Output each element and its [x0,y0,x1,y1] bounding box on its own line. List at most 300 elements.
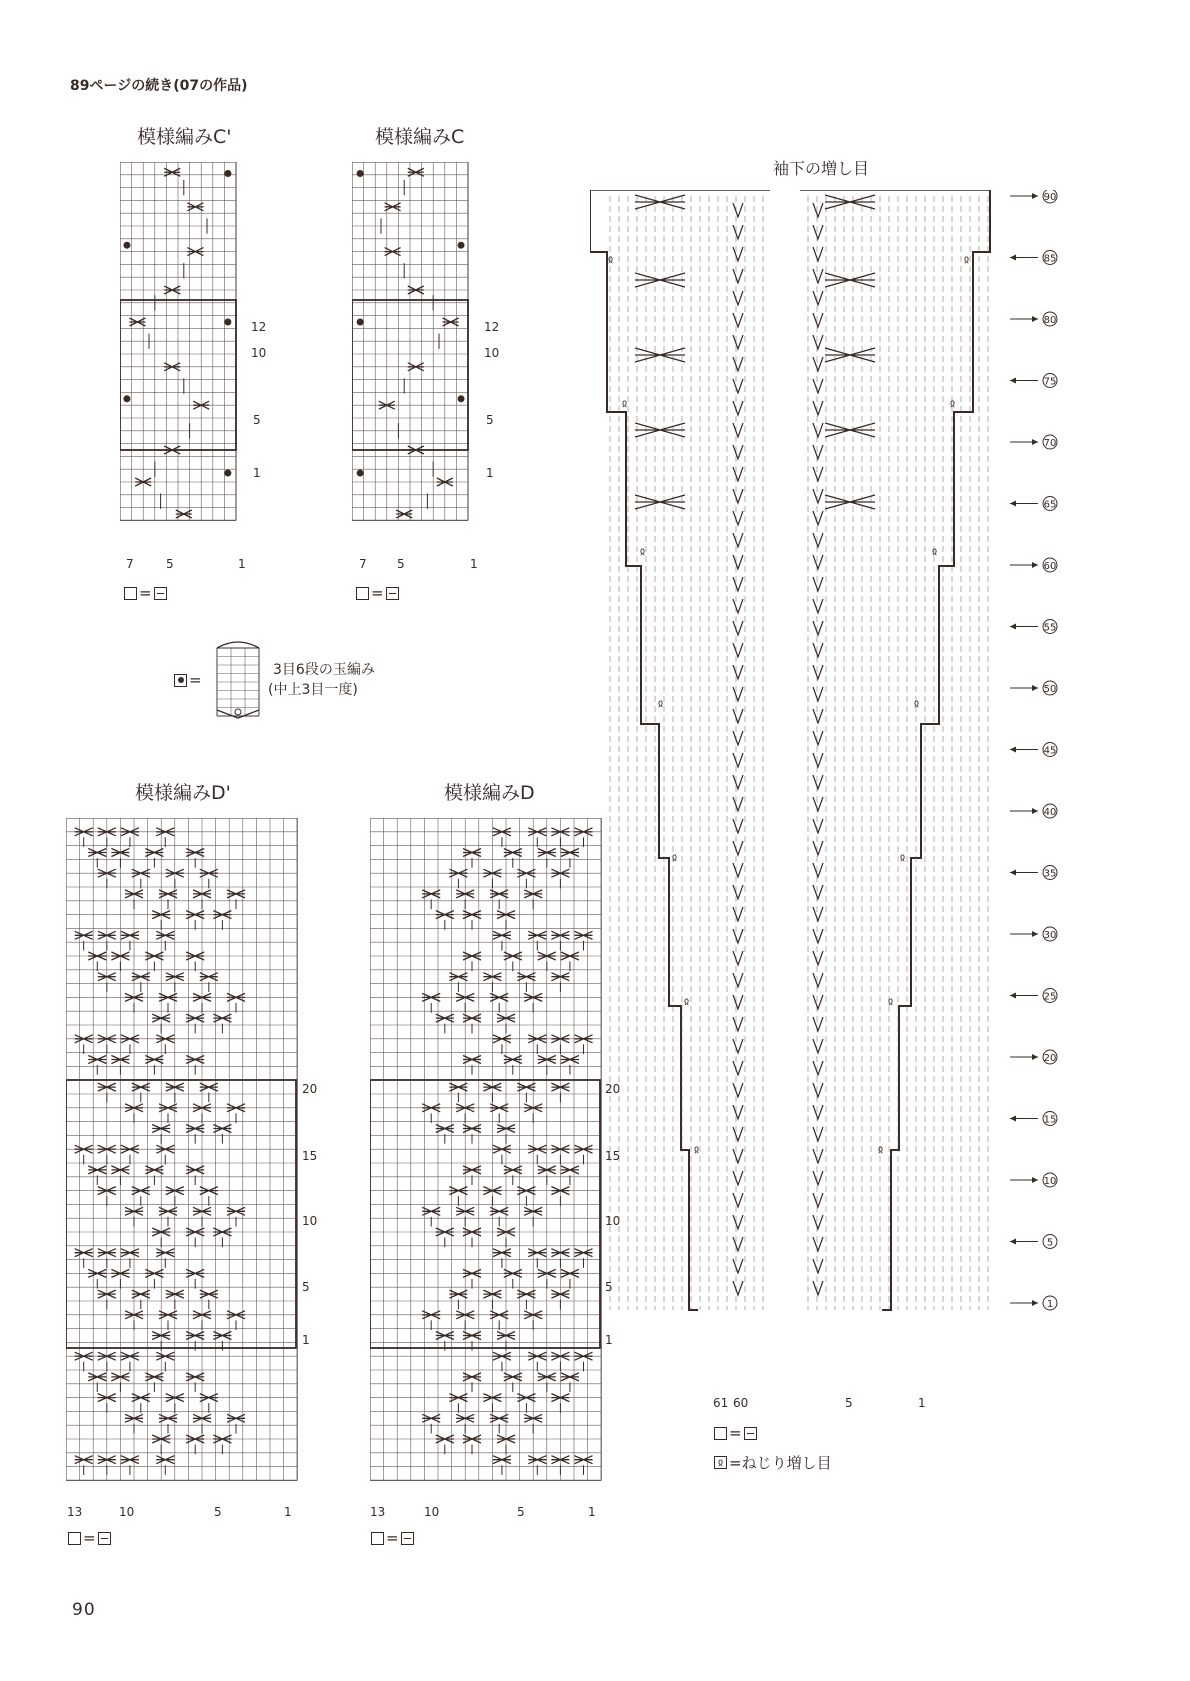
cable-cross-icon [164,363,180,371]
knit-v-icon [733,1017,743,1031]
knit-v-icon [733,1083,743,1097]
arrow-head-icon [1010,1116,1016,1122]
sleeve-row-marker: 70 [1043,438,1057,449]
knit-v-icon [813,1105,823,1119]
cable-cross-icon [145,1166,163,1174]
knit-v-icon [733,423,743,437]
cable-cross-icon [213,1125,231,1133]
chart-d-prime-row-5: 5 [302,1280,310,1294]
cable-cross-icon [490,1414,508,1422]
cable-cross-icon [176,510,192,518]
knit-v-icon [733,511,743,525]
knit-v-icon [813,819,823,833]
knit-v-icon [813,643,823,657]
cable-cross-icon [156,931,174,939]
bobble-square-icon [174,674,187,687]
sleeve-row-marker: 5 [1046,1237,1054,1249]
arrow-head-icon [1032,562,1038,568]
cable-cross-icon [561,1373,579,1381]
cable-cross-icon [490,890,508,898]
bobble-legend-line1: 3目6段の玉編み [273,662,375,678]
cable-cross-icon [504,1373,522,1381]
cable-cross-icon [121,828,139,836]
sleeve-title: 袖下の増し目 [773,159,870,178]
cable-cross-icon [213,1332,231,1340]
cable-cross-icon [517,869,535,877]
chart-c-prime-legend [124,584,167,602]
chart-c-col-5: 5 [397,557,405,571]
pattern-repeat-frame [370,1080,600,1348]
chart-d-col-10: 10 [424,1505,440,1519]
cable-cross-icon [164,446,180,454]
cable-cross-icon [436,1435,454,1443]
sleeve-row-marker: 60 [1043,561,1057,572]
cable-cross-icon [449,1187,467,1195]
cable-cross-icon [635,423,685,437]
knit-v-icon [733,1061,743,1075]
cable-cross-icon [132,1083,150,1091]
cable-cross-icon [186,911,204,919]
cable-cross-icon [75,1249,93,1257]
chart-d-col-13: 13 [370,1505,386,1519]
knit-v-icon [813,665,823,679]
twisted-increase-icon: ჲ [672,852,678,863]
cable-cross-icon [825,195,875,209]
knit-v-icon [733,1171,743,1185]
cable-cross-icon [517,1187,535,1195]
cable-cross-icon [463,952,481,960]
knit-v-icon [813,1127,823,1141]
cable-cross-icon [422,890,440,898]
chart-c-prime-col-1: 1 [238,557,246,571]
cable-cross-icon [463,1014,481,1022]
chart-c-prime-title: 模様編みC' [137,126,232,148]
cable-cross-icon [156,1249,174,1257]
knit-v-icon [733,885,743,899]
knit-v-icon [733,797,743,811]
cable-cross-icon [490,1207,508,1215]
cable-cross-icon [408,286,424,294]
cable-cross-icon [88,849,106,857]
knit-v-icon [813,313,823,327]
cable-cross-icon [186,1166,204,1174]
cable-cross-icon [561,1056,579,1064]
bobble-dot-icon [224,470,231,477]
knit-v-icon [813,1171,823,1185]
blank-square-icon [714,1427,727,1440]
knit-v-icon [733,1237,743,1251]
cable-cross-icon [159,890,177,898]
chart-d-col-5: 5 [517,1505,525,1519]
cable-cross-icon [159,1207,177,1215]
cable-cross-icon [75,1035,93,1043]
sleeve-col-60: 60 [733,1396,749,1410]
cable-cross-icon [213,1435,231,1443]
arrow-head-icon [1010,747,1016,753]
cable-cross-icon [517,1394,535,1402]
knit-v-icon [733,335,743,349]
knit-v-icon [813,621,823,635]
knit-v-icon [733,1281,743,1295]
cable-cross-icon [561,1166,579,1174]
stitch-grid [120,162,236,520]
cable-cross-icon [449,1394,467,1402]
sleeve-col-61: 61 [713,1396,729,1410]
knit-v-icon [733,599,743,613]
cable-cross-icon [436,1332,454,1340]
chart-c-row-10: 10 [484,346,500,360]
knit-v-icon [733,291,743,305]
purl-square-icon [401,1532,414,1545]
chart-d-title: 模様編みD [444,782,535,804]
twisted-increase-icon: ჲ [888,996,894,1007]
cable-cross-icon [132,1187,150,1195]
cable-cross-icon [75,931,93,939]
knit-v-icon [733,753,743,767]
knit-v-icon [813,1083,823,1097]
cable-cross-icon [156,828,174,836]
cable-cross-icon [200,1083,218,1091]
cable-cross-icon [75,828,93,836]
cable-cross-icon [121,931,139,939]
knit-v-icon [813,929,823,943]
chart-d-prime-legend [68,1529,111,1547]
cable-cross-icon [156,1145,174,1153]
knit-v-icon [733,665,743,679]
sleeve-row-marker: 35 [1043,868,1057,880]
knit-v-icon [813,995,823,1009]
chart-c-prime-grid [120,162,270,572]
knit-v-icon [733,973,743,987]
twisted-increase-icon: ჲ [714,1456,727,1469]
cable-cross-icon [132,869,150,877]
bobble-diagram [211,640,267,720]
cable-cross-icon [213,1228,231,1236]
knit-v-icon [813,357,823,371]
knit-v-icon [733,445,743,459]
cable-cross-icon [449,973,467,981]
page-heading: 89ページの続き(07の作品) [70,78,248,94]
cable-cross-icon [422,1311,440,1319]
bobble-bottom-curve [217,710,259,718]
knit-v-icon [813,797,823,811]
cable-cross-icon [186,952,204,960]
sleeve-col-1: 1 [918,1396,926,1410]
cable-cross-icon [159,1311,177,1319]
cable-cross-icon [517,1290,535,1298]
arrow-head-icon [1010,993,1016,999]
cable-cross-icon [121,1456,139,1464]
cable-cross-icon [75,1145,93,1153]
cable-cross-icon [213,1014,231,1022]
cable-cross-icon [825,495,875,509]
cable-cross-icon [121,1249,139,1257]
cable-cross-icon [227,1414,245,1422]
legend-equals: = [386,1529,399,1547]
twisted-increase-icon: ჲ [684,996,690,1007]
knit-v-icon [733,203,743,217]
knit-v-icon [733,1215,743,1229]
knit-v-icon [813,401,823,415]
knit-v-icon [733,951,743,965]
legend-equals: = [371,584,384,602]
cable-cross-icon [186,1228,204,1236]
knit-v-icon [813,599,823,613]
sleeve-row-marker: 30 [1043,930,1057,941]
knit-v-icon [813,753,823,767]
cable-cross-icon [227,1311,245,1319]
chart-d-row-20: 20 [605,1082,621,1096]
cable-cross-icon [463,849,481,857]
knit-v-icon [733,379,743,393]
knit-v-icon [733,269,743,283]
cable-cross-icon [88,1056,106,1064]
arrow-head-icon [1010,378,1016,384]
purl-square-icon [154,587,167,600]
chart-d-prime-row-10: 10 [302,1214,318,1228]
chart-c-prime-row-5: 5 [253,413,261,427]
sleeve-row-marker: 40 [1043,807,1057,818]
bobble-dot-icon [458,395,465,402]
cable-cross-icon [517,1083,535,1091]
arrow-head-icon [1032,316,1038,322]
cable-cross-icon [200,1187,218,1195]
knit-v-icon [813,1039,823,1053]
knit-v-icon [813,423,823,437]
knit-v-icon [813,225,823,239]
sleeve-row-marker: 15 [1043,1114,1057,1126]
cable-cross-icon [493,828,511,836]
chart-d-prime-grid [66,818,326,1522]
knit-v-icon [733,225,743,239]
chart-c-prime-col-5: 5 [166,557,174,571]
cable-cross-icon [145,849,163,857]
cable-cross-icon [159,1414,177,1422]
chart-c-row-5: 5 [486,413,494,427]
sleeve-row-marker: 80 [1043,315,1057,326]
bobble-dot-icon [357,170,364,177]
arrow-head-icon [1032,808,1038,814]
knit-v-icon [733,709,743,723]
cable-cross-icon [422,1104,440,1112]
cable-cross-icon [528,1035,546,1043]
cable-cross-icon [200,973,218,981]
cable-cross-icon [132,1290,150,1298]
knit-v-icon [733,687,743,701]
knit-v-icon [813,445,823,459]
cable-cross-icon [825,273,875,287]
chart-c-prime-row-1: 1 [253,466,261,480]
knit-v-icon [733,1193,743,1207]
knit-v-icon [733,401,743,415]
sleeve-row-marker: 45 [1043,745,1057,757]
knit-v-icon [733,467,743,481]
cable-cross-icon [463,1332,481,1340]
cable-cross-icon [200,1290,218,1298]
cable-cross-icon [200,869,218,877]
cable-cross-icon [449,1290,467,1298]
sleeve-row-marker: 20 [1043,1053,1057,1064]
sleeve-col-5: 5 [845,1396,853,1410]
sleeve-row-marker: 10 [1043,1176,1057,1187]
twisted-increase-icon: ჲ [694,1144,700,1155]
cable-cross-icon [493,1035,511,1043]
sleeve-row-marker: 25 [1043,991,1057,1003]
knit-v-icon [813,731,823,745]
bobble-dot-icon [123,242,130,249]
chart-c-grid [352,162,502,572]
legend-equals: = [83,1529,96,1547]
cable-cross-icon [422,1414,440,1422]
bobble-dot-icon [458,242,465,249]
knit-v-icon [813,1237,823,1251]
twisted-increase-icon: ჲ [900,852,906,863]
cable-cross-icon [121,1145,139,1153]
arrow-head-icon [1010,1239,1016,1245]
cable-cross-icon [129,318,145,326]
cable-cross-icon [408,363,424,371]
cable-cross-icon [187,248,203,256]
knit-v-icon [813,1215,823,1229]
arrow-head-icon [1032,193,1038,199]
cable-cross-icon [145,952,163,960]
cable-cross-icon [493,1456,511,1464]
cable-cross-icon [186,1373,204,1381]
knit-v-icon [813,709,823,723]
arrow-head-icon [1032,1300,1038,1306]
knit-v-icon [733,313,743,327]
legend-equals: = [139,584,152,602]
twisted-increase-icon: ჲ [950,398,956,409]
cable-cross-icon [186,1125,204,1133]
legend-equals: = [189,671,202,689]
knit-v-icon [813,291,823,305]
cable-cross-icon [164,286,180,294]
bobble-dot-icon [357,470,364,477]
twisted-increase-icon: ჲ [878,1144,884,1155]
cable-cross-icon [528,1352,546,1360]
chart-d-prime-col-5: 5 [214,1505,222,1519]
bobble-legend-key [174,671,202,689]
twisted-increase-icon: ჲ [622,398,628,409]
sleeve-legend-blank [714,1424,757,1442]
cable-cross-icon [121,1352,139,1360]
cable-cross-icon [575,1456,593,1464]
sleeve-row-marker: 90 [1043,192,1057,203]
cable-cross-icon [635,495,685,509]
knit-v-icon [813,577,823,591]
knit-v-icon [733,621,743,635]
cable-cross-icon [528,931,546,939]
cable-cross-icon [159,1104,177,1112]
cable-cross-icon [463,1228,481,1236]
sleeve-row-marker: 50 [1043,684,1057,695]
cable-cross-icon [227,890,245,898]
cable-cross-icon [88,952,106,960]
knit-v-icon [813,863,823,877]
cable-cross-icon [186,1269,204,1277]
chart-d-row-5: 5 [605,1280,613,1294]
knit-v-icon [733,995,743,1009]
cable-cross-icon [504,849,522,857]
pattern-repeat-frame [66,1080,296,1348]
knit-v-icon [733,929,743,943]
cable-cross-icon [156,1352,174,1360]
cable-cross-icon [436,1014,454,1022]
cable-cross-icon [490,1311,508,1319]
cable-cross-icon [227,1207,245,1215]
cable-cross-icon [561,952,579,960]
knit-v-icon [733,819,743,833]
sleeve-row-marker: 75 [1043,376,1057,388]
cable-cross-icon [561,1269,579,1277]
chart-d-prime-row-20: 20 [302,1082,318,1096]
cable-cross-icon [463,1373,481,1381]
bobble-dot-icon [224,170,231,177]
cable-cross-icon [517,973,535,981]
chart-c-row-1: 1 [486,466,494,480]
knit-v-icon [733,863,743,877]
cable-cross-icon [504,952,522,960]
cable-cross-icon [463,1435,481,1443]
knit-v-icon [733,731,743,745]
yarn-over-icon [235,709,241,715]
cable-cross-icon [121,1035,139,1043]
cable-cross-icon [88,1373,106,1381]
cable-cross-icon [528,1249,546,1257]
cable-cross-icon [75,1456,93,1464]
legend-equals: = [729,1424,742,1442]
knit-v-icon [733,357,743,371]
cable-cross-icon [449,1083,467,1091]
stitch-grid [352,162,468,520]
cable-cross-icon [227,1104,245,1112]
cable-cross-icon [635,273,685,287]
cable-cross-icon [561,849,579,857]
twisted-increase-icon: ჲ [640,546,646,557]
cable-cross-icon [75,1352,93,1360]
twisted-increase-icon: ჲ [658,698,664,709]
bobble-legend-line2: (中上3目一度) [268,682,358,698]
cable-cross-icon [213,911,231,919]
cable-cross-icon [385,248,401,256]
knit-v-icon [813,885,823,899]
blank-square-icon [68,1532,81,1545]
cable-cross-icon [463,911,481,919]
cable-cross-icon [436,1228,454,1236]
knit-v-icon [733,775,743,789]
knit-v-icon [813,335,823,349]
bobble-dot-icon [357,319,364,326]
knit-v-icon [733,247,743,261]
chart-c-prime-col-7: 7 [126,557,134,571]
chart-d-prime-row-15: 15 [302,1149,318,1163]
twisted-increase-icon: ჲ [964,254,970,265]
cable-cross-icon [490,993,508,1001]
chart-d-row-1: 1 [605,1333,613,1347]
cable-cross-icon [463,1125,481,1133]
cable-cross-icon [504,1056,522,1064]
cable-cross-icon [635,195,685,209]
knit-v-icon [813,1017,823,1031]
purl-square-icon [744,1427,757,1440]
cable-cross-icon [443,318,459,326]
cable-cross-icon [132,973,150,981]
cable-cross-icon [528,828,546,836]
cable-cross-icon [422,1207,440,1215]
knit-v-icon [733,841,743,855]
arrow-head-icon [1032,439,1038,445]
